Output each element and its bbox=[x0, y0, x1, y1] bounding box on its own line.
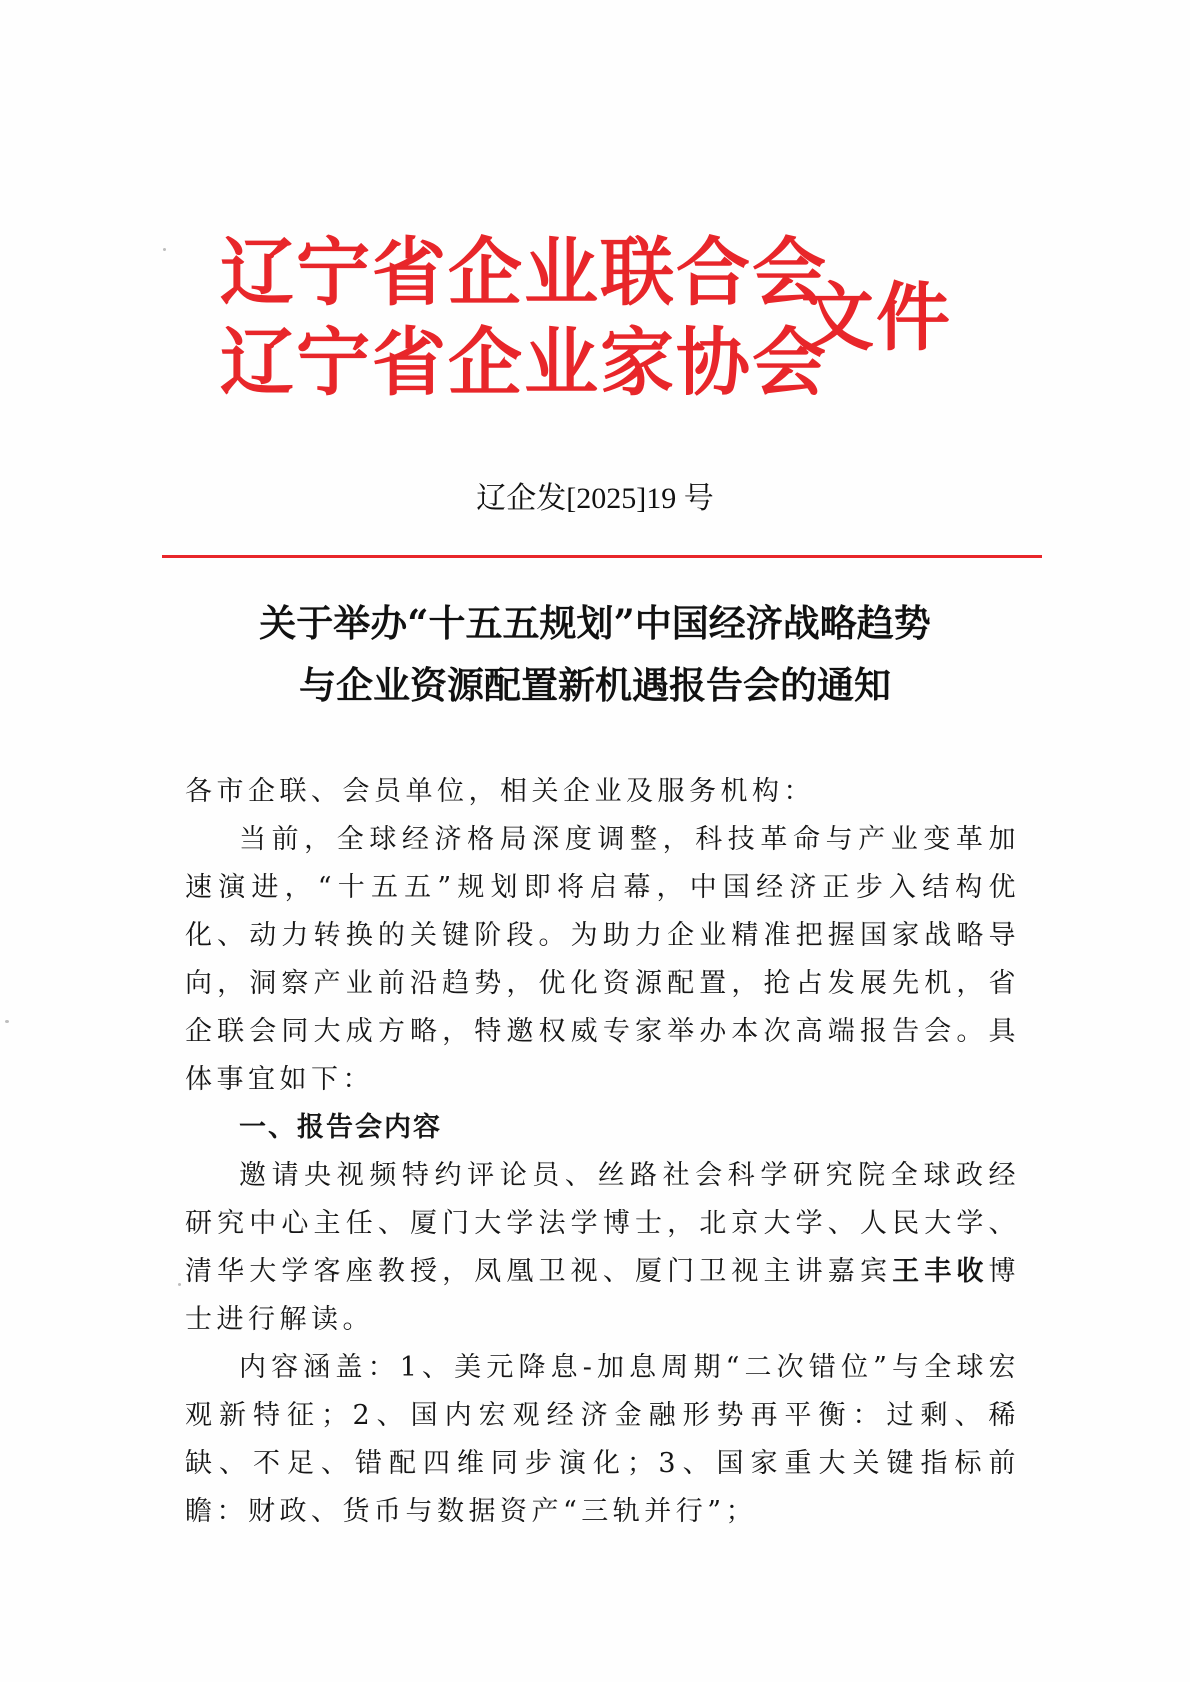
letterhead bbox=[220, 228, 952, 408]
letterhead-org-2: 辽宁省企业家协会 bbox=[220, 320, 828, 406]
section-heading-1: 一、报告会内容 bbox=[239, 1112, 442, 1143]
speaker-name: 王丰收 bbox=[892, 1256, 989, 1287]
document-body bbox=[185, 768, 1020, 1536]
salutation: 各市企联、会员单位，相关企业及服务机构： bbox=[185, 776, 815, 807]
scan-speck bbox=[5, 1020, 9, 1023]
paragraph-content: 内容涵盖：1、美元降息-加息周期“二次错位”与全球宏观新特征；2、国内宏观经济金融形势再平衡：过剩、稀缺、不足、错配四维同步演化；3、国家重大关键指标前瞻：财政、货币与数据资产“三轨并行”； bbox=[185, 1352, 1020, 1527]
speaker-intro: 邀请央视频特约评论员、丝路社会科学研究院全球政经研究中心主任、厦门大学法学博士，北京大学、人民大学、清华大学客座教授，凤凰卫视、厦门卫视主讲嘉宾 bbox=[185, 1160, 1020, 1287]
scan-speck bbox=[178, 1283, 181, 1286]
document-number: 辽企发[2025]19 号 bbox=[476, 482, 714, 515]
letterhead-org-1: 辽宁省企业联合会 bbox=[220, 230, 828, 316]
document-title bbox=[150, 592, 1040, 716]
title-line-1: 关于举办“十五五规划”中国经济战略趋势 bbox=[259, 601, 931, 645]
title-line-2: 与企业资源配置新机遇报告会的通知 bbox=[299, 663, 891, 707]
scan-speck bbox=[163, 248, 166, 251]
paragraph-speaker bbox=[185, 1152, 1020, 1344]
red-separator-line bbox=[162, 555, 1042, 558]
paragraph-background: 当前，全球经济格局深度调整，科技革命与产业变革加速演进，“十五五”规划即将启幕，中国经济正步入结构优化、动力转换的关键阶段。为助力企业精准把握国家战略导向，洞察产业前沿趋势，优化资源配置，抢占发展先机，省企联会同大成方略，特邀权威专家举办本次高端报告会。具体事宜如下： bbox=[185, 824, 1020, 1095]
letterhead-suffix: 文件 bbox=[800, 275, 952, 361]
speaker-outro: 博士进行解读。 bbox=[185, 1256, 1021, 1335]
